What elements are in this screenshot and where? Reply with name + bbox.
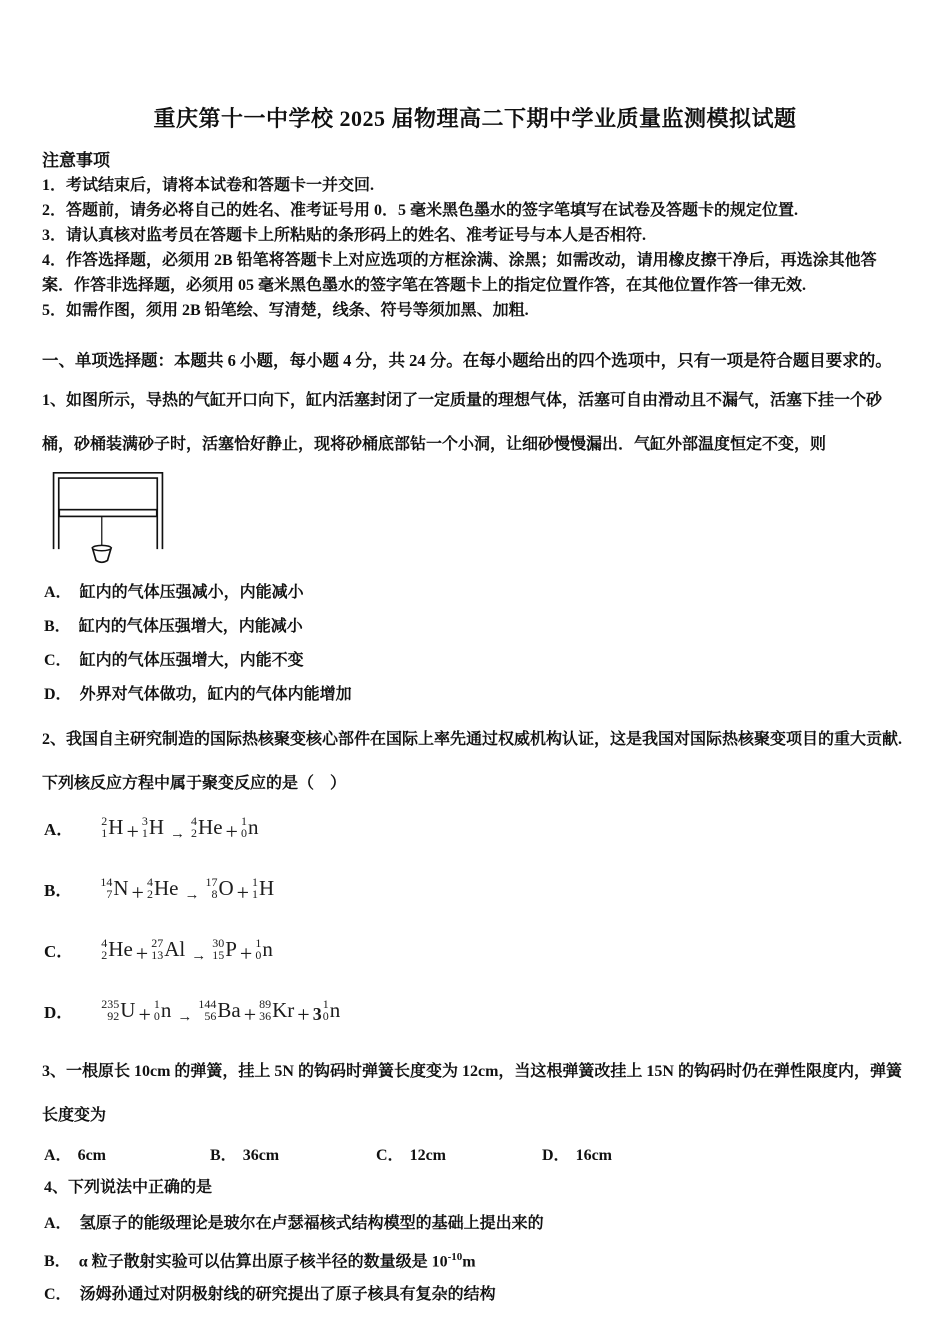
option-label: D． — [44, 686, 72, 703]
option-label: D． — [44, 1002, 74, 1022]
piston — [59, 510, 156, 517]
option-label: B． — [210, 1147, 237, 1164]
q1-option-d — [44, 684, 908, 706]
option-text: 6cm — [77, 1147, 106, 1164]
notice-heading: 注意事项 — [42, 151, 110, 170]
notice-item-5: 5．如需作图，须用 2B 铅笔绘、写清楚，线条、符号等须加黑、加粗. — [42, 302, 529, 319]
option-text: 缸内的气体压强增大，内能减小 — [78, 618, 303, 635]
q3-options-row — [44, 1142, 908, 1165]
option-text: 氢原子的能级理论是玻尔在卢瑟福核式结构模型的基础上提出来的 — [79, 1215, 544, 1232]
option-text: 汤姆孙通过对阴极射线的研究提出了原子核具有复杂的结构 — [79, 1286, 496, 1304]
option-label: A． — [44, 584, 72, 601]
option-label: C． — [44, 652, 72, 669]
option-text: 12cm — [409, 1147, 446, 1164]
option-text: α 粒子散射实验可以估算出原子核半径的数量级是 10 — [78, 1253, 448, 1271]
notice-item-2: 2．答题前，请务必将自己的姓名、准考证号用 0．5 毫米黑色墨水的签字笔填写在试卷及答题卡的规定位置. — [42, 202, 799, 219]
nuclear-equation-d: 235 92 U + 1 0 n → 144 56 Ba + 89 36 Kr + 3 1 0 n — [101, 997, 341, 1027]
question-1 — [42, 379, 908, 706]
option-label: D． — [542, 1147, 570, 1164]
option-text: 外界对气体做功，缸内的气体内能增加 — [79, 686, 352, 703]
q4-option-b — [44, 1246, 908, 1273]
section1-heading: 一、单项选择题：本题共 6 小题，每小题 4 分，共 24 分。在每小题给出的四个选项中，只有一项是符合题目要求的。 — [42, 351, 892, 370]
question-3-stem: 3、一根原长 10cm 的弹簧，挂上 5N 的钩码时弹簧长度变为 12cm，当这根弹簧改挂上 15N 的钩码时仍在弹性限度内，弹簧长度变为 — [42, 1063, 902, 1124]
option-label: C． — [44, 1286, 72, 1304]
notice-item-3: 3．请认真核对监考员在答题卡上所粘贴的条形码上的姓名、准考证号与本人是否相符. — [42, 227, 647, 244]
option-label: C． — [44, 941, 74, 961]
option-label: B． — [44, 618, 71, 635]
option-text: 缸内的气体压强减小，内能减小 — [79, 584, 304, 601]
nuclear-equation-a: 2 1 H + 3 1 H → 4 2 He + 1 0 n — [101, 814, 259, 844]
option-text-unit: m — [462, 1253, 476, 1271]
exponent: -10 — [447, 1251, 463, 1263]
nuclear-equation-c: 4 2 He + 27 13 Al → 30 15 P + 1 0 n — [101, 936, 273, 966]
gas-cylinder-figure — [52, 471, 164, 567]
option-label: C． — [376, 1147, 404, 1164]
option-label: B． — [44, 880, 73, 900]
question-2 — [42, 718, 908, 1031]
option-label: A． — [44, 1215, 72, 1232]
question-3 — [42, 1050, 908, 1165]
q3-option-c — [376, 1142, 542, 1165]
notice-item-1: 1．考试结束后，请将本试卷和答题卡一并交回. — [42, 177, 375, 194]
option-text: 16cm — [575, 1147, 612, 1164]
q3-option-b — [210, 1142, 376, 1165]
notice-section — [42, 148, 908, 323]
question-1-figure — [52, 471, 908, 572]
q1-option-a — [44, 582, 908, 604]
option-text: 36cm — [242, 1147, 280, 1164]
q2-option-d — [44, 989, 908, 1031]
notice-item-4: 4．作答选择题，必须用 2B 铅笔将答题卡上对应选项的方框涂满、涂黑；如需改动，请用橡皮擦干净后，再选涂其他答案．作答非选择题，必须用 05 毫米黑色墨水的签字笔在答题卡上的指定位置作答，在其他位置作答一律无效. — [42, 252, 877, 294]
q1-option-b — [44, 616, 908, 638]
q4-option-c — [44, 1284, 908, 1306]
q3-option-a — [44, 1142, 210, 1165]
question-4-stem: 4、下列说法中正确的是 — [44, 1179, 213, 1196]
option-label: A． — [44, 1147, 72, 1164]
q2-option-c — [44, 928, 908, 970]
q3-option-d — [542, 1142, 612, 1165]
question-2-stem: 2、我国自主研究制造的国际热核聚变核心部件在国际上率先通过权威机构认证，这是我国对国际热核聚变项目的重大贡献.下列核反应方程中属于聚变反应的是（ ） — [42, 731, 903, 792]
nuclear-equation-b: 14 7 N + 4 2 He → 17 8 O + 1 1 H — [100, 875, 275, 905]
option-label: A． — [44, 819, 74, 839]
option-label: B． — [44, 1253, 71, 1271]
q4-option-a — [44, 1213, 908, 1235]
q1-option-c — [44, 650, 908, 672]
q2-option-b — [44, 867, 908, 909]
question-4 — [42, 1177, 908, 1306]
page-title: 重庆第十一中学校 2025 届物理高二下期中学业质量监测模拟试题 — [153, 106, 797, 131]
option-text: 缸内的气体压强增大，内能不变 — [79, 652, 304, 669]
sand-bucket — [92, 545, 111, 562]
question-1-stem: 1、如图所示，导热的气缸开口向下，缸内活塞封闭了一定质量的理想气体，活塞可自由滑动且不漏气，活塞下挂一个砂桶，砂桶装满砂子时，活塞恰好静止，现将砂桶底部钻一个小洞，让细砂慢慢漏出．气缸外部温度恒定不变，则 — [42, 392, 883, 453]
q2-option-a — [44, 806, 908, 848]
